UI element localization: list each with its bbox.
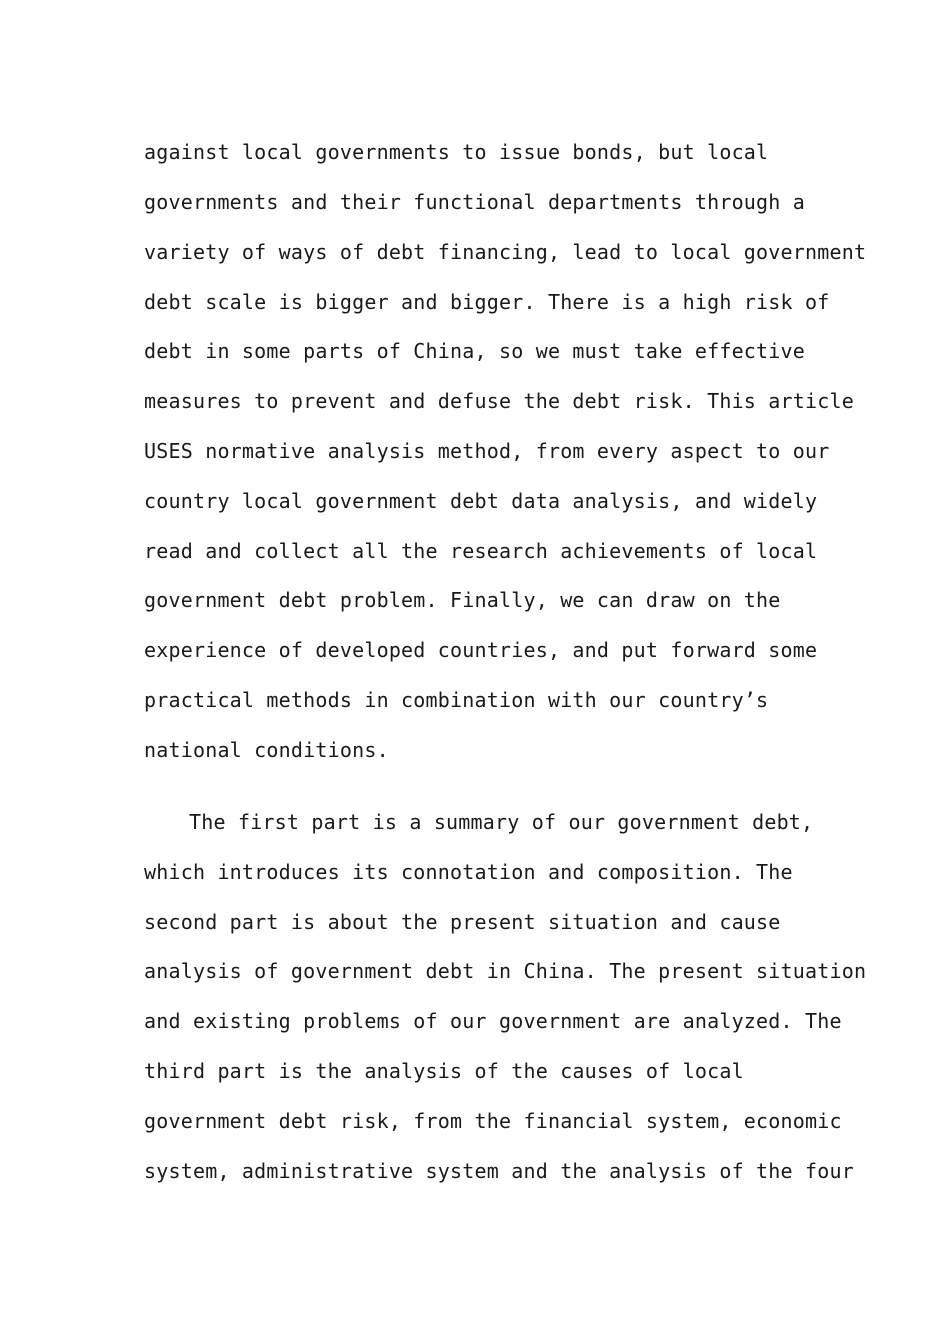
text-line: debt scale is bigger and bigger. There is a high risk of (144, 290, 830, 314)
text-line: analysis of government debt in China. The present situation (144, 959, 867, 983)
text-line: country local government debt data analysis, and widely (144, 489, 818, 513)
text-line: measures to prevent and defuse the debt risk. This article (144, 389, 854, 413)
text-line: variety of ways of debt financing, lead to local government (144, 240, 867, 264)
text-line: read and collect all the research achievements of local (144, 539, 818, 563)
text-line: against local governments to issue bonds, but local (144, 140, 769, 164)
text-line: USES normative analysis method, from every aspect to our (144, 439, 830, 463)
text-line: national conditions. (144, 738, 389, 762)
text-line: practical methods in combination with our country’s (144, 688, 769, 712)
text-line: system, administrative system and the analysis of the four (144, 1159, 854, 1183)
text-line: third part is the analysis of the causes of local (144, 1059, 744, 1083)
text-line: experience of developed countries, and put forward some (144, 638, 818, 662)
text-line: which introduces its connotation and composition. The (144, 860, 793, 884)
text-line: second part is about the present situation and cause (144, 910, 781, 934)
text-line: government debt problem. Finally, we can draw on the (144, 588, 781, 612)
text-line: governments and their functional departments through a (144, 190, 806, 214)
text-line: The first part is a summary of our government debt, (189, 810, 814, 834)
text-line: government debt risk, from the financial system, economic (144, 1109, 842, 1133)
text-line: and existing problems of our government are analyzed. The (144, 1009, 842, 1033)
text-line: debt in some parts of China, so we must take effective (144, 339, 806, 363)
